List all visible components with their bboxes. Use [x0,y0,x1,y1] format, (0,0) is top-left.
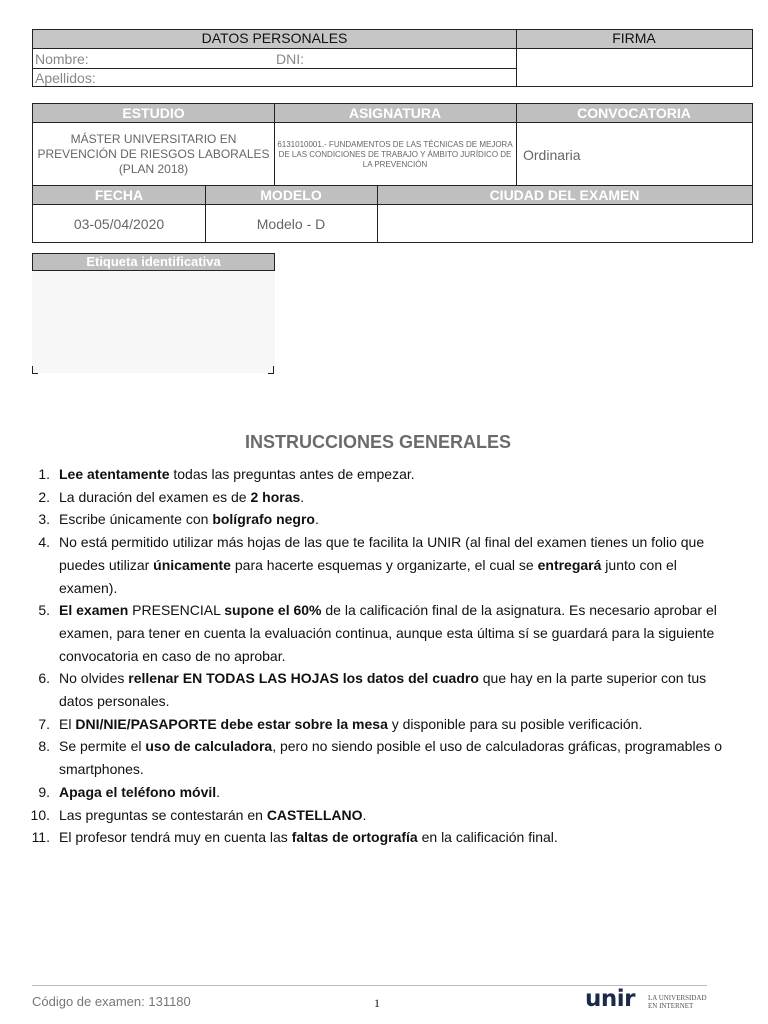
id-label-header: Etiqueta identificativa [32,253,275,271]
model-value: Modelo - D [256,215,326,232]
instruction-item [0,804,735,827]
instruction-text: Escribe únicamente con [59,511,213,528]
instruction-text: en la calificación final. [417,829,558,846]
call-header: CONVOCATORIA [577,105,691,121]
instruction-text: No olvides [59,670,129,687]
instruction-item [0,463,735,486]
instructions-title: INSTRUCCIONES GENERALES [244,432,512,452]
instruction-text: El profesor tendrá muy en cuenta las [59,829,292,846]
instruction-emphasis: faltas de ortografía [291,829,418,846]
id-label-box [32,253,275,375]
dni-label[interactable]: DNI: [276,51,304,67]
exam-code: Código de examen: 131180 [32,994,191,1009]
instruction-item [0,599,735,667]
instruction-number: 5. [38,602,50,619]
personal-data-header: DATOS PERSONALES [33,30,516,49]
city-header: CIUDAD DEL EXAMEN [489,187,640,203]
instruction-text: PRESENCIAL [128,602,225,619]
instruction-text: Se permite el [59,738,146,755]
exam-table [32,186,753,243]
course-table [32,103,753,186]
instruction-emphasis: uso de calculadora [145,738,273,755]
instruction-emphasis: entregará [537,556,602,573]
instruction-item [0,531,735,599]
subject-value: 6131010001.- FUNDAMENTOS DE LAS TÉCNICAS DE MEJORA DE LAS CONDICIONES DE TRABAJO Y ÁMBITO JURÍDICO DE LA PREVENCIÓN [277,139,513,169]
study-header: ESTUDIO [122,105,185,121]
instruction-number: 1. [38,466,50,482]
instruction-emphasis: bolígrafo negro [212,511,315,528]
instruction-number: 9. [38,783,50,800]
instruction-text: y disponible para su posible verificación. [387,715,643,732]
id-label-area[interactable] [32,271,275,373]
instruction-emphasis: supone el 60% [224,602,322,619]
date-header: FECHA [94,187,144,203]
instruction-number: 11. [31,829,50,846]
corner-mark-right [268,366,274,374]
unir-logo-wordmark: unir [585,986,635,1012]
instruction-number: 6. [38,670,50,687]
page-number: 1 [374,996,380,1010]
name-label[interactable]: Nombre: [35,51,89,67]
surname-label[interactable]: Apellidos: [35,70,96,86]
instruction-number: 10. [30,806,50,823]
instruction-text: que hay en la parte superior con tus datos personales. [59,670,707,710]
instructions-list [0,463,735,849]
instruction-item [0,826,735,849]
model-header: MODELO [260,187,322,203]
instruction-emphasis: rellenar EN TODAS LAS HOJAS los datos del cuadro [128,670,479,687]
instruction-emphasis: DNI/NIE/PASAPORTE debe estar sobre la mesa [75,715,388,732]
instruction-number: 8. [38,738,50,755]
instruction-emphasis: CASTELLANO [266,806,363,823]
instruction-text: Las preguntas se contestarán en [59,806,267,823]
corner-mark-left [32,366,38,374]
instruction-text: La duración del examen es de [59,488,251,505]
instruction-number: 4. [38,534,50,551]
instruction-item [0,735,735,780]
instruction-text: . [300,488,305,505]
instruction-number: 2. [38,488,50,505]
instruction-number: 7. [38,715,50,732]
instruction-emphasis: Lee atentamente [59,466,170,482]
instruction-number: 3. [38,511,50,528]
instruction-text: . [216,783,221,800]
subject-header: ASIGNATURA [348,105,442,121]
instruction-item [0,781,735,804]
instruction-text: . [362,806,367,823]
study-value: MÁSTER UNIVERSITARIO EN PREVENCIÓN DE RIESGOS LABORALES (PLAN 2018) [37,132,270,176]
instruction-item [0,667,735,712]
instruction-item [0,713,735,736]
personal-data-table [32,29,753,87]
instruction-emphasis: Apaga el teléfono móvil [59,783,217,800]
signature-field[interactable] [517,49,752,86]
instruction-text: No está permitido utilizar más hojas de las que te facilita la UNIR (al final del examen tienes un folio que puedes utilizar [59,534,705,573]
instruction-text: , pero no siendo posible el uso de calculadoras gráficas, programables o smartphones. [59,738,723,778]
instruction-item [0,486,735,509]
date-value: 03-05/04/2020 [73,215,165,232]
call-value: Ordinaria [523,146,581,163]
instruction-emphasis: El examen [59,602,129,619]
signature-header: FIRMA [516,30,752,49]
unir-logo-tagline-2: EN INTERNET [648,1002,694,1010]
instruction-emphasis: únicamente [153,556,231,573]
instruction-text: para hacerte esquemas y organizarte, el cual se [230,556,538,573]
instruction-text: El [59,715,76,732]
unir-logo-tagline: LA UNIVERSIDAD [648,994,707,1002]
city-value[interactable] [377,206,752,241]
instruction-text: de la calificación final de la asignatura. Es necesario aprobar el examen, para tener en cuenta la evaluación continua, aunque esta última sí se guardará para la siguiente convocatoria en caso de no aprobar. [59,602,717,664]
instruction-emphasis: 2 horas [250,488,301,505]
unir-logo [585,986,710,1013]
instruction-text: junto con el examen). [59,556,677,596]
instruction-text: . [314,511,319,528]
instruction-text: todas las preguntas antes de empezar. [169,466,415,482]
instruction-item [0,508,735,531]
